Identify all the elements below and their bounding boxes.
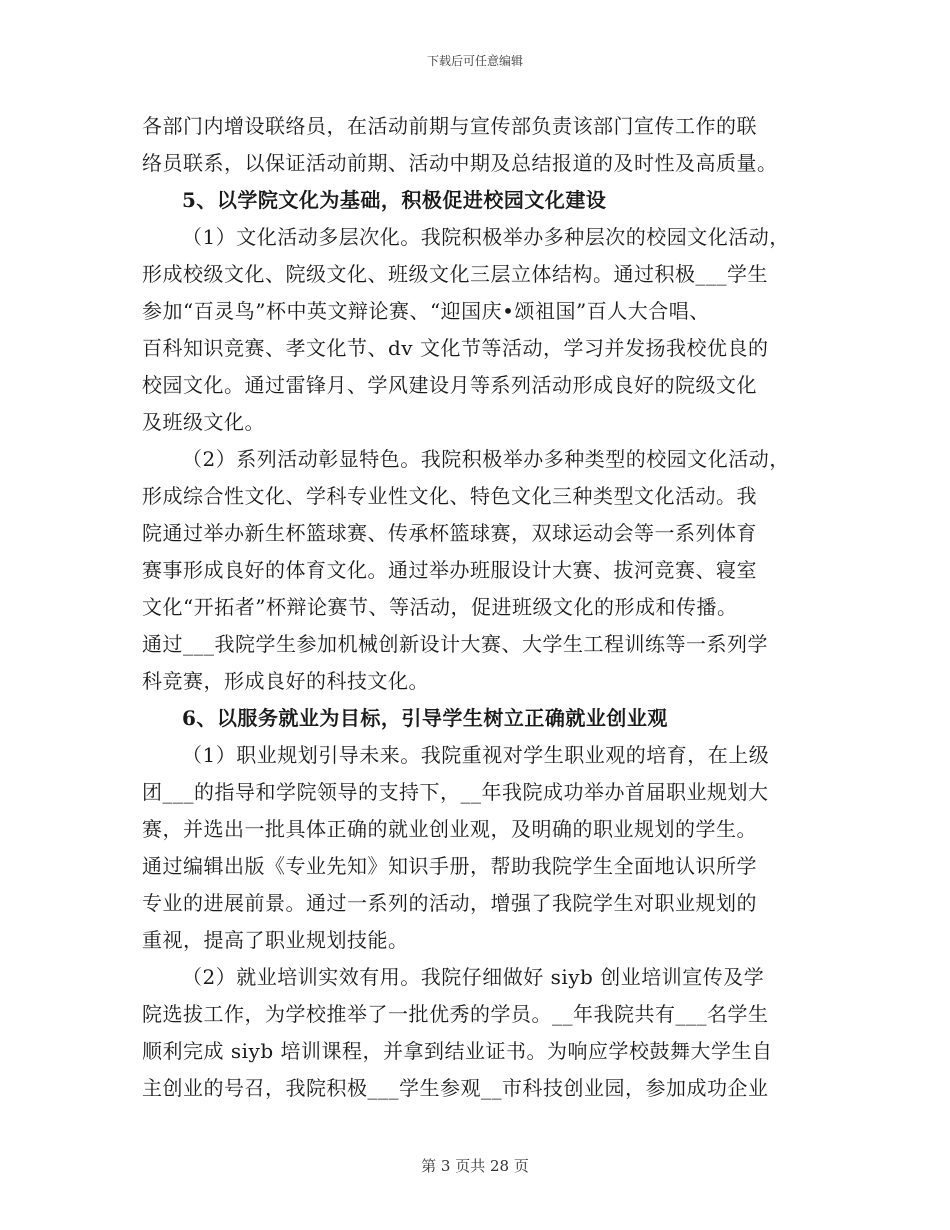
text-line: 赛，并选出一批具体正确的就业创业观，及明确的职业规划的学生。 (142, 817, 757, 841)
text-line: 通过编辑出版《专业先知》知识手册，帮助我院学生全面地认识所学 (142, 854, 757, 878)
section-heading: 6、以服务就业为目标，引导学生树立正确就业创业观 (182, 706, 668, 730)
text-line: （2）就业培训实效有用。我院仔细做好 siyb 创业培训宣传及学 (182, 965, 765, 989)
text-line: 专业的进展前景。通过一系列的活动，增强了我院学生对职业规划的 (142, 891, 757, 915)
text-line: 形成校级文化、院级文化、班级文化三层立体结构。通过积极___学生 (142, 262, 768, 286)
text-line: 顺利完成 siyb 培训课程，并拿到结业证书。为响应学校鼓舞大学生自 (142, 1039, 773, 1063)
text-line: 及班级文化。 (142, 410, 265, 434)
text-line: 院通过举办新生杯篮球赛、传承杯篮球赛，双球运动会等一系列体育 (142, 521, 757, 545)
page-footer: 第 3 页共 28 页 (421, 1157, 529, 1175)
text-line: 各部门内增设联络员，在活动前期与宣传部负责该部门宣传工作的联 (142, 114, 757, 138)
text-line: 主创业的号召，我院积极___学生参观__市科技创业园，参加成功企业 (142, 1076, 769, 1100)
text-line: 科竞赛，形成良好的科技文化。 (142, 669, 429, 693)
text-line: （1）职业规划引导未来。我院重视对学生职业观的培育，在上级 (182, 743, 770, 767)
document-body (142, 108, 822, 1107)
text-line: 形成综合性文化、学科专业性文化、特色文化三种类型文化活动。我 (142, 484, 757, 508)
text-line: （1）文化活动多层次化。我院积极举办多种层次的校园文化活动， (182, 225, 790, 249)
text-line: 院选拔工作，为学校推举了一批优秀的学员。__年我院共有___名学生 (142, 1002, 769, 1026)
text-line: 重视，提高了职业规划技能。 (142, 928, 409, 952)
text-line: 络员联系，以保证活动前期、活动中期及总结报道的及时性及高质量。 (142, 151, 778, 175)
text-line: 赛事形成良好的体育文化。通过举办班服设计大赛、拔河竞赛、寝室 (142, 558, 757, 582)
text-line: 参加“百灵鸟”杯中英文辩论赛、“迎国庆•颂祖国”百人大合唱、 (142, 299, 710, 323)
section-heading: 5、以学院文化为基础，积极促进校园文化建设 (182, 188, 607, 212)
page-header: 下载后可任意编辑 (426, 54, 523, 68)
text-line: 百科知识竞赛、孝文化节、dv 文化节等活动，学习并发扬我校优良的 (142, 336, 769, 360)
text-line: （2）系列活动彰显特色。我院积极举办多种类型的校园文化活动， (182, 447, 790, 471)
text-line: 文化“开拓者”杯辩论赛节、等活动，促进班级文化的形成和传播。 (142, 595, 738, 619)
text-line: 校园文化。通过雷锋月、学风建设月等系列活动形成良好的院级文化 (142, 373, 757, 397)
text-line: 团___的指导和学院领导的支持下，__年我院成功举办首届职业规划大 (142, 780, 769, 804)
text-line: 通过___我院学生参加机械创新设计大赛、大学生工程训练等一系列学 (142, 632, 768, 656)
